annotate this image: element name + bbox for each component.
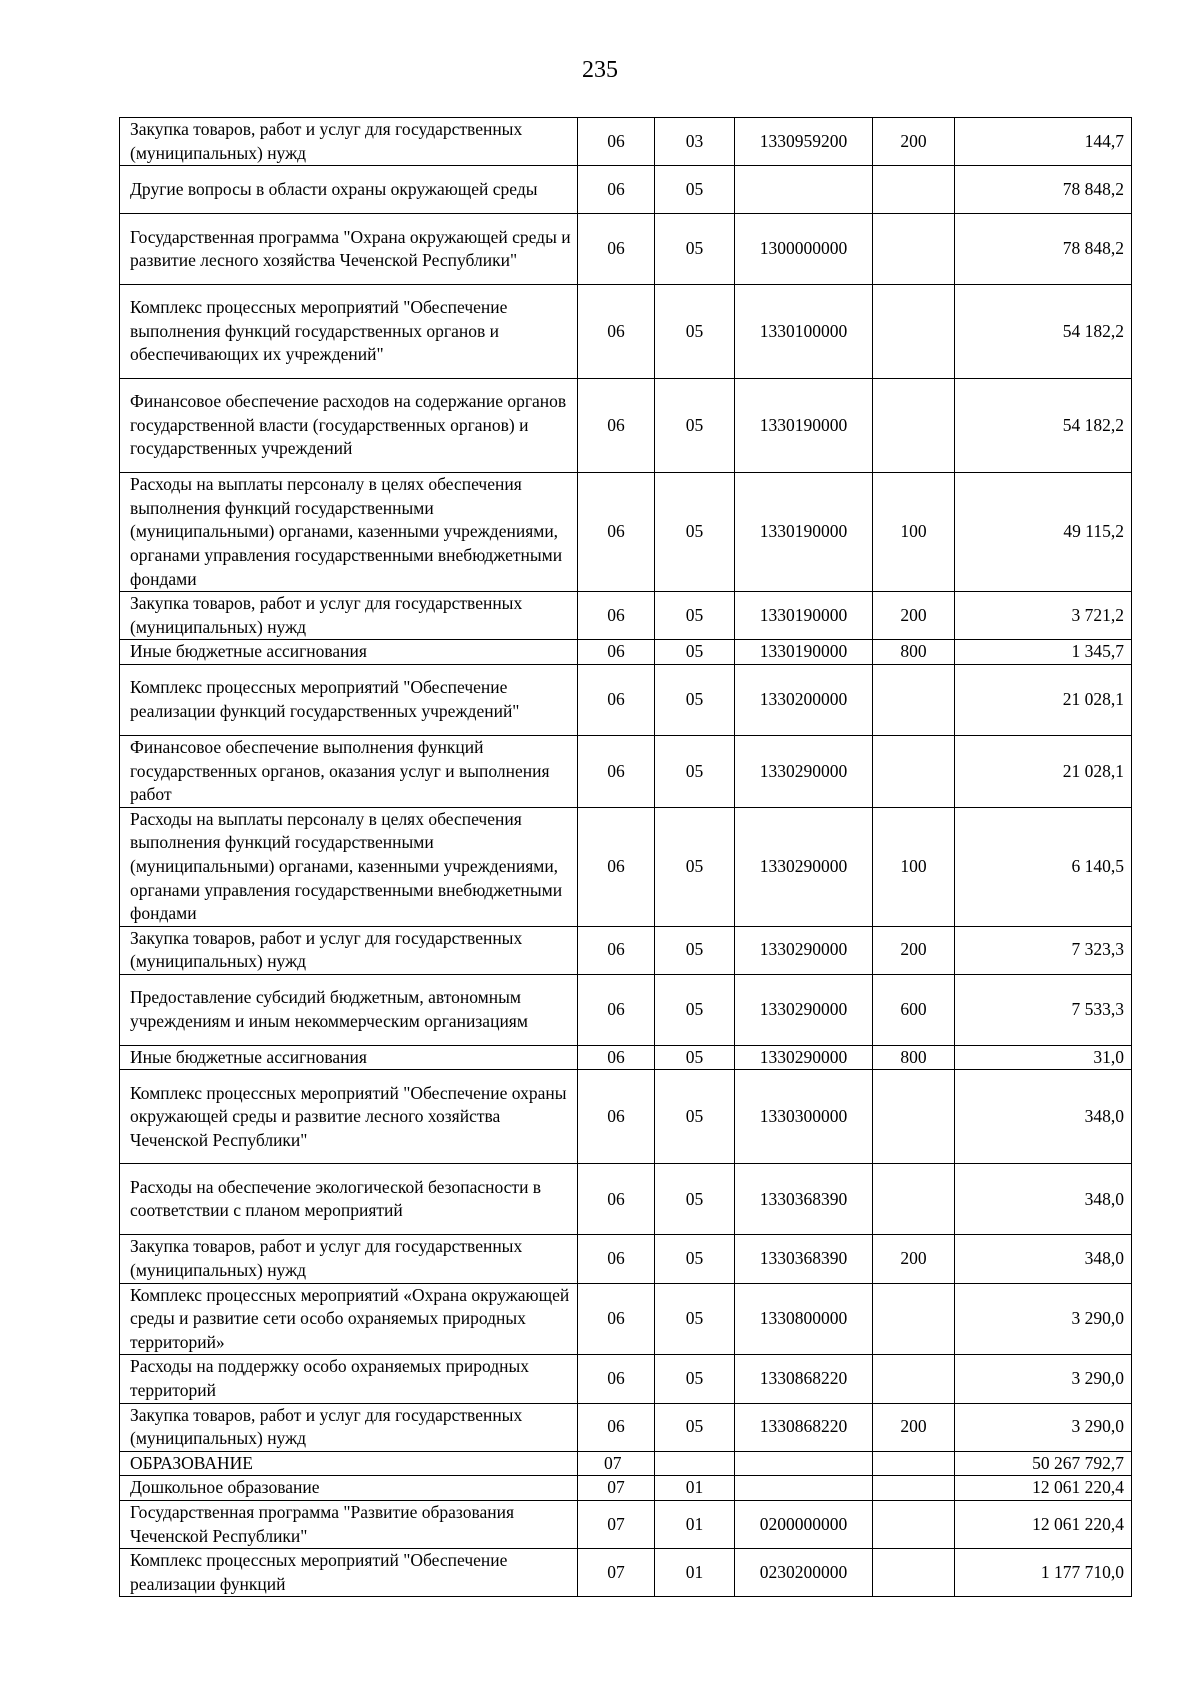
cell-section-code: 06 [578, 592, 655, 640]
cell-item-name: Иные бюджетные ассигнования [120, 1045, 578, 1070]
cell-amount: 21 028,1 [955, 664, 1132, 735]
cell-expense-type [873, 1355, 955, 1403]
cell-subsection-code: 05 [655, 640, 735, 665]
cell-section-code: 06 [578, 1355, 655, 1403]
cell-expense-type: 200 [873, 1235, 955, 1283]
table-row [120, 807, 1132, 926]
cell-subsection-code: 05 [655, 166, 735, 214]
cell-expense-type [873, 166, 955, 214]
cell-subsection-code: 05 [655, 379, 735, 473]
cell-expense-type [873, 664, 955, 735]
table-row [120, 1235, 1132, 1283]
cell-item-name: Государственная программа "Охрана окружающей среды и развитие лесного хозяйства Чеченской Республики" [120, 214, 578, 285]
cell-expense-type: 600 [873, 974, 955, 1045]
cell-expense-type [873, 1283, 955, 1355]
cell-target-article [735, 1476, 873, 1501]
cell-subsection-code: 05 [655, 1355, 735, 1403]
table-row [120, 1476, 1132, 1501]
cell-expense-type: 800 [873, 1045, 955, 1070]
cell-amount: 144,7 [955, 118, 1132, 166]
cell-section-code: 06 [578, 473, 655, 592]
cell-item-name: Расходы на обеспечение экологической безопасности в соответствии с планом мероприятий [120, 1164, 578, 1235]
cell-expense-type: 200 [873, 1403, 955, 1451]
cell-section-code: 06 [578, 1235, 655, 1283]
cell-item-name: Комплекс процессных мероприятий "Обеспечение реализации функций государственных учреждений" [120, 664, 578, 735]
cell-amount: 1 345,7 [955, 640, 1132, 665]
cell-target-article: 0230200000 [735, 1549, 873, 1597]
cell-subsection-code: 05 [655, 1235, 735, 1283]
table-row [120, 735, 1132, 807]
cell-expense-type [873, 1451, 955, 1476]
page-number: 235 [582, 57, 618, 83]
cell-item-name: Комплекс процессных мероприятий «Охрана окружающей среды и развитие сети особо охраняемых природных территорий» [120, 1283, 578, 1355]
cell-section-code: 06 [578, 1070, 655, 1164]
cell-subsection-code [655, 1451, 735, 1476]
cell-subsection-code: 05 [655, 1283, 735, 1355]
table-row [120, 1451, 1132, 1476]
cell-subsection-code: 05 [655, 1070, 735, 1164]
cell-target-article: 1330290000 [735, 926, 873, 974]
cell-expense-type [873, 214, 955, 285]
cell-section-code: 06 [578, 807, 655, 926]
cell-amount: 348,0 [955, 1070, 1132, 1164]
cell-expense-type: 800 [873, 640, 955, 665]
cell-item-name: Закупка товаров, работ и услуг для государственных (муниципальных) нужд [120, 118, 578, 166]
cell-target-article: 1330959200 [735, 118, 873, 166]
cell-section-code: 06 [578, 664, 655, 735]
cell-target-article: 1330100000 [735, 285, 873, 379]
cell-amount: 54 182,2 [955, 285, 1132, 379]
cell-amount: 7 533,3 [955, 974, 1132, 1045]
cell-amount: 78 848,2 [955, 214, 1132, 285]
cell-item-name: Расходы на выплаты персоналу в целях обеспечения выполнения функций государственными (муниципальными) органами, казенными учреждениями, органами управления государственными внебюджетными фондами [120, 807, 578, 926]
cell-amount: 3 290,0 [955, 1355, 1132, 1403]
cell-section-code: 06 [578, 735, 655, 807]
cell-amount: 3 290,0 [955, 1283, 1132, 1355]
cell-subsection-code: 05 [655, 735, 735, 807]
cell-target-article [735, 166, 873, 214]
cell-subsection-code: 05 [655, 926, 735, 974]
cell-expense-type: 100 [873, 807, 955, 926]
cell-subsection-code: 05 [655, 1045, 735, 1070]
cell-subsection-code: 05 [655, 473, 735, 592]
cell-amount: 54 182,2 [955, 379, 1132, 473]
cell-item-name: Комплекс процессных мероприятий "Обеспечение реализации функций [120, 1549, 578, 1597]
cell-expense-type [873, 1549, 955, 1597]
table-row [120, 1501, 1132, 1549]
cell-target-article: 1330368390 [735, 1164, 873, 1235]
cell-expense-type: 200 [873, 926, 955, 974]
cell-target-article: 1330290000 [735, 1045, 873, 1070]
cell-target-article: 1330290000 [735, 735, 873, 807]
cell-section-code: 06 [578, 926, 655, 974]
cell-target-article: 1330368390 [735, 1235, 873, 1283]
cell-item-name: Дошкольное образование [120, 1476, 578, 1501]
cell-target-article: 0200000000 [735, 1501, 873, 1549]
cell-subsection-code: 03 [655, 118, 735, 166]
cell-subsection-code: 05 [655, 592, 735, 640]
cell-section-code: 07 [578, 1476, 655, 1501]
cell-expense-type [873, 379, 955, 473]
cell-section-code: 06 [578, 214, 655, 285]
cell-subsection-code: 01 [655, 1501, 735, 1549]
cell-amount: 3 721,2 [955, 592, 1132, 640]
cell-section-code: 06 [578, 118, 655, 166]
cell-section-code: 06 [578, 640, 655, 665]
cell-subsection-code: 05 [655, 807, 735, 926]
cell-amount: 49 115,2 [955, 473, 1132, 592]
cell-subsection-code: 05 [655, 664, 735, 735]
table-row [120, 285, 1132, 379]
table-row [120, 1283, 1132, 1355]
cell-amount: 12 061 220,4 [955, 1501, 1132, 1549]
table-row [120, 926, 1132, 974]
cell-amount: 31,0 [955, 1045, 1132, 1070]
cell-section-code: 06 [578, 974, 655, 1045]
cell-amount: 3 290,0 [955, 1403, 1132, 1451]
cell-target-article: 1330200000 [735, 664, 873, 735]
cell-expense-type: 100 [873, 473, 955, 592]
cell-section-code: 06 [578, 285, 655, 379]
cell-section-code: 07 [578, 1451, 655, 1476]
table-row [120, 664, 1132, 735]
table-row [120, 118, 1132, 166]
cell-target-article: 1330190000 [735, 379, 873, 473]
cell-target-article [735, 1451, 873, 1476]
cell-item-name: Финансовое обеспечение выполнения функций государственных органов, оказания услуг и выполнения работ [120, 735, 578, 807]
table-body [120, 118, 1132, 1597]
cell-target-article: 1300000000 [735, 214, 873, 285]
cell-expense-type: 200 [873, 592, 955, 640]
cell-subsection-code: 01 [655, 1549, 735, 1597]
cell-amount: 50 267 792,7 [955, 1451, 1132, 1476]
cell-amount: 7 323,3 [955, 926, 1132, 974]
cell-section-code: 07 [578, 1501, 655, 1549]
cell-target-article: 1330290000 [735, 807, 873, 926]
table-row [120, 1164, 1132, 1235]
cell-target-article: 1330300000 [735, 1070, 873, 1164]
table-row [120, 1403, 1132, 1451]
cell-section-code: 06 [578, 1164, 655, 1235]
cell-item-name: Закупка товаров, работ и услуг для государственных (муниципальных) нужд [120, 926, 578, 974]
cell-subsection-code: 05 [655, 214, 735, 285]
cell-amount: 1 177 710,0 [955, 1549, 1132, 1597]
cell-item-name: Закупка товаров, работ и услуг для государственных (муниципальных) нужд [120, 592, 578, 640]
cell-target-article: 1330868220 [735, 1355, 873, 1403]
cell-amount: 348,0 [955, 1235, 1132, 1283]
cell-target-article: 1330290000 [735, 974, 873, 1045]
cell-target-article: 1330800000 [735, 1283, 873, 1355]
cell-item-name: Финансовое обеспечение расходов на содержание органов государственной власти (государственных органов) и государственных учреждений [120, 379, 578, 473]
cell-subsection-code: 05 [655, 1403, 735, 1451]
cell-item-name: Иные бюджетные ассигнования [120, 640, 578, 665]
table-row [120, 592, 1132, 640]
cell-section-code: 06 [578, 1403, 655, 1451]
cell-target-article: 1330190000 [735, 473, 873, 592]
cell-section-code: 07 [578, 1549, 655, 1597]
cell-expense-type: 200 [873, 118, 955, 166]
cell-expense-type [873, 1501, 955, 1549]
cell-item-name: Комплекс процессных мероприятий "Обеспечение выполнения функций государственных органов и обеспечивающих их учреждений" [120, 285, 578, 379]
cell-expense-type [873, 285, 955, 379]
cell-subsection-code: 01 [655, 1476, 735, 1501]
cell-item-name: Закупка товаров, работ и услуг для государственных (муниципальных) нужд [120, 1235, 578, 1283]
cell-amount: 348,0 [955, 1164, 1132, 1235]
cell-expense-type [873, 1164, 955, 1235]
table-row [120, 166, 1132, 214]
cell-item-name: Предоставление субсидий бюджетным, автономным учреждениям и иным некоммерческим организациям [120, 974, 578, 1045]
cell-item-name: Расходы на выплаты персоналу в целях обеспечения выполнения функций государственными (муниципальными) органами, казенными учреждениями, органами управления государственными внебюджетными фондами [120, 473, 578, 592]
cell-subsection-code: 05 [655, 285, 735, 379]
table-row [120, 1355, 1132, 1403]
cell-expense-type [873, 1070, 955, 1164]
table-row [120, 379, 1132, 473]
cell-item-name: Государственная программа "Развитие образования Чеченской Республики" [120, 1501, 578, 1549]
cell-target-article: 1330868220 [735, 1403, 873, 1451]
cell-subsection-code: 05 [655, 1164, 735, 1235]
cell-subsection-code: 05 [655, 974, 735, 1045]
cell-section-code: 06 [578, 379, 655, 473]
table-row [120, 1045, 1132, 1070]
table-row [120, 473, 1132, 592]
cell-item-name: Закупка товаров, работ и услуг для государственных (муниципальных) нужд [120, 1403, 578, 1451]
cell-section-code: 06 [578, 1045, 655, 1070]
table-row [120, 1070, 1132, 1164]
cell-target-article: 1330190000 [735, 592, 873, 640]
table-row [120, 1549, 1132, 1597]
cell-amount: 78 848,2 [955, 166, 1132, 214]
cell-amount: 21 028,1 [955, 735, 1132, 807]
table-row [120, 214, 1132, 285]
cell-target-article: 1330190000 [735, 640, 873, 665]
cell-item-name: Расходы на поддержку особо охраняемых природных территорий [120, 1355, 578, 1403]
cell-item-name: ОБРАЗОВАНИЕ [120, 1451, 578, 1476]
cell-amount: 12 061 220,4 [955, 1476, 1132, 1501]
cell-item-name: Другие вопросы в области охраны окружающей среды [120, 166, 578, 214]
cell-section-code: 06 [578, 1283, 655, 1355]
table-row [120, 974, 1132, 1045]
cell-expense-type [873, 1476, 955, 1501]
cell-section-code: 06 [578, 166, 655, 214]
cell-item-name: Комплекс процессных мероприятий "Обеспечение охраны окружающей среды и развитие лесного хозяйства Чеченской Республики" [120, 1070, 578, 1164]
cell-amount: 6 140,5 [955, 807, 1132, 926]
table-row [120, 640, 1132, 665]
budget-table [119, 117, 1132, 1597]
cell-expense-type [873, 735, 955, 807]
